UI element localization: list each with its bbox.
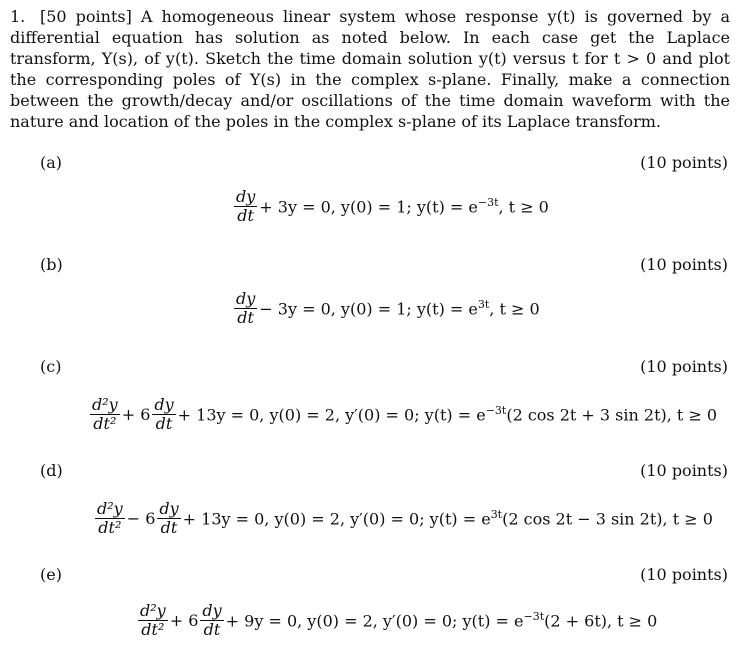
equation-rest: + 9y = 0, y(0) = 2, y′(0) = 0; $y(t) = e^{-3t}(2 + 6t)$, t ≥ 0 xyxy=(225,610,658,631)
fraction: $\frac{\text{d²y}}{\text{dt²}}$ xyxy=(140,601,166,639)
part-label: (d) xyxy=(40,461,63,480)
equation-e xyxy=(136,602,657,639)
equation-a xyxy=(232,188,549,225)
part-a-header xyxy=(40,153,728,172)
part-label: (c) xyxy=(40,357,62,376)
problem-intro-text: [50 points] A homogeneous linear system whose response y(t) is governed by a differential equation has solution as noted below. In each case get the Laplace transform, Y(s), of y(t). Sketch the time domain solution y(t) versus t for t > 0 and plot the corresponding poles of Y(s) in the complex s-plane. Finally, make a connection between the growth/decay and/or oscillations of the time domain waveform with the nature and location of the poles in the complex s-plane of its Laplace transform. xyxy=(10,7,730,131)
fraction: $\frac{dy}{dt}$ xyxy=(159,499,179,537)
fraction: $\frac{dy}{dt}$ xyxy=(202,601,222,639)
part-points: (10 points) xyxy=(640,565,728,584)
equation-mid: + 6 xyxy=(121,405,151,424)
part-e-header xyxy=(40,565,728,584)
part-points: (10 points) xyxy=(640,357,728,376)
equation-b xyxy=(232,290,540,327)
equation-rest: − 3y = 0, y(0) = 1; $y(t) = e^{3t}$, t ≥ 0 xyxy=(259,298,540,319)
equation-mid: + 6 xyxy=(169,611,199,630)
equation-rest: + 13y = 0, y(0) = 2, y′(0) = 0; $y(t) = e^{-3t}(2$ cos 2t + 3 sin 2t), t ≥ 0 xyxy=(177,404,718,425)
equation-c xyxy=(88,396,717,433)
fraction: $\frac{dy}{dt}$ xyxy=(236,187,256,225)
part-points: (10 points) xyxy=(640,255,728,274)
equation-mid: − 6 xyxy=(126,509,156,528)
fraction: $\frac{dy}{dt}$ xyxy=(236,289,256,327)
part-c-header xyxy=(40,357,728,376)
part-b-header xyxy=(40,255,728,274)
problem-statement xyxy=(10,6,730,132)
part-label: (b) xyxy=(40,255,63,274)
fraction: $\frac{\text{d²y}}{\text{dt²}}$ xyxy=(92,395,118,433)
part-d-header xyxy=(40,461,728,480)
equation-d xyxy=(93,500,713,537)
part-label: (a) xyxy=(40,153,63,172)
part-label: (e) xyxy=(40,565,62,584)
equation-rest: + 3y = 0, y(0) = 1; $y(t) = e^{-3t}$, t ≥ 0 xyxy=(259,196,549,217)
equation-rest: + 13y = 0, y(0) = 2, y′(0) = 0; $y(t) = e^{3t}(2$ cos 2t − 3 sin 2t), t ≥ 0 xyxy=(182,508,713,529)
problem-number: 1. xyxy=(10,7,26,26)
fraction: $\frac{dy}{dt}$ xyxy=(154,395,174,433)
part-points: (10 points) xyxy=(640,461,728,480)
fraction: $\frac{\text{d²y}}{\text{dt²}}$ xyxy=(97,499,123,537)
part-points: (10 points) xyxy=(640,153,728,172)
